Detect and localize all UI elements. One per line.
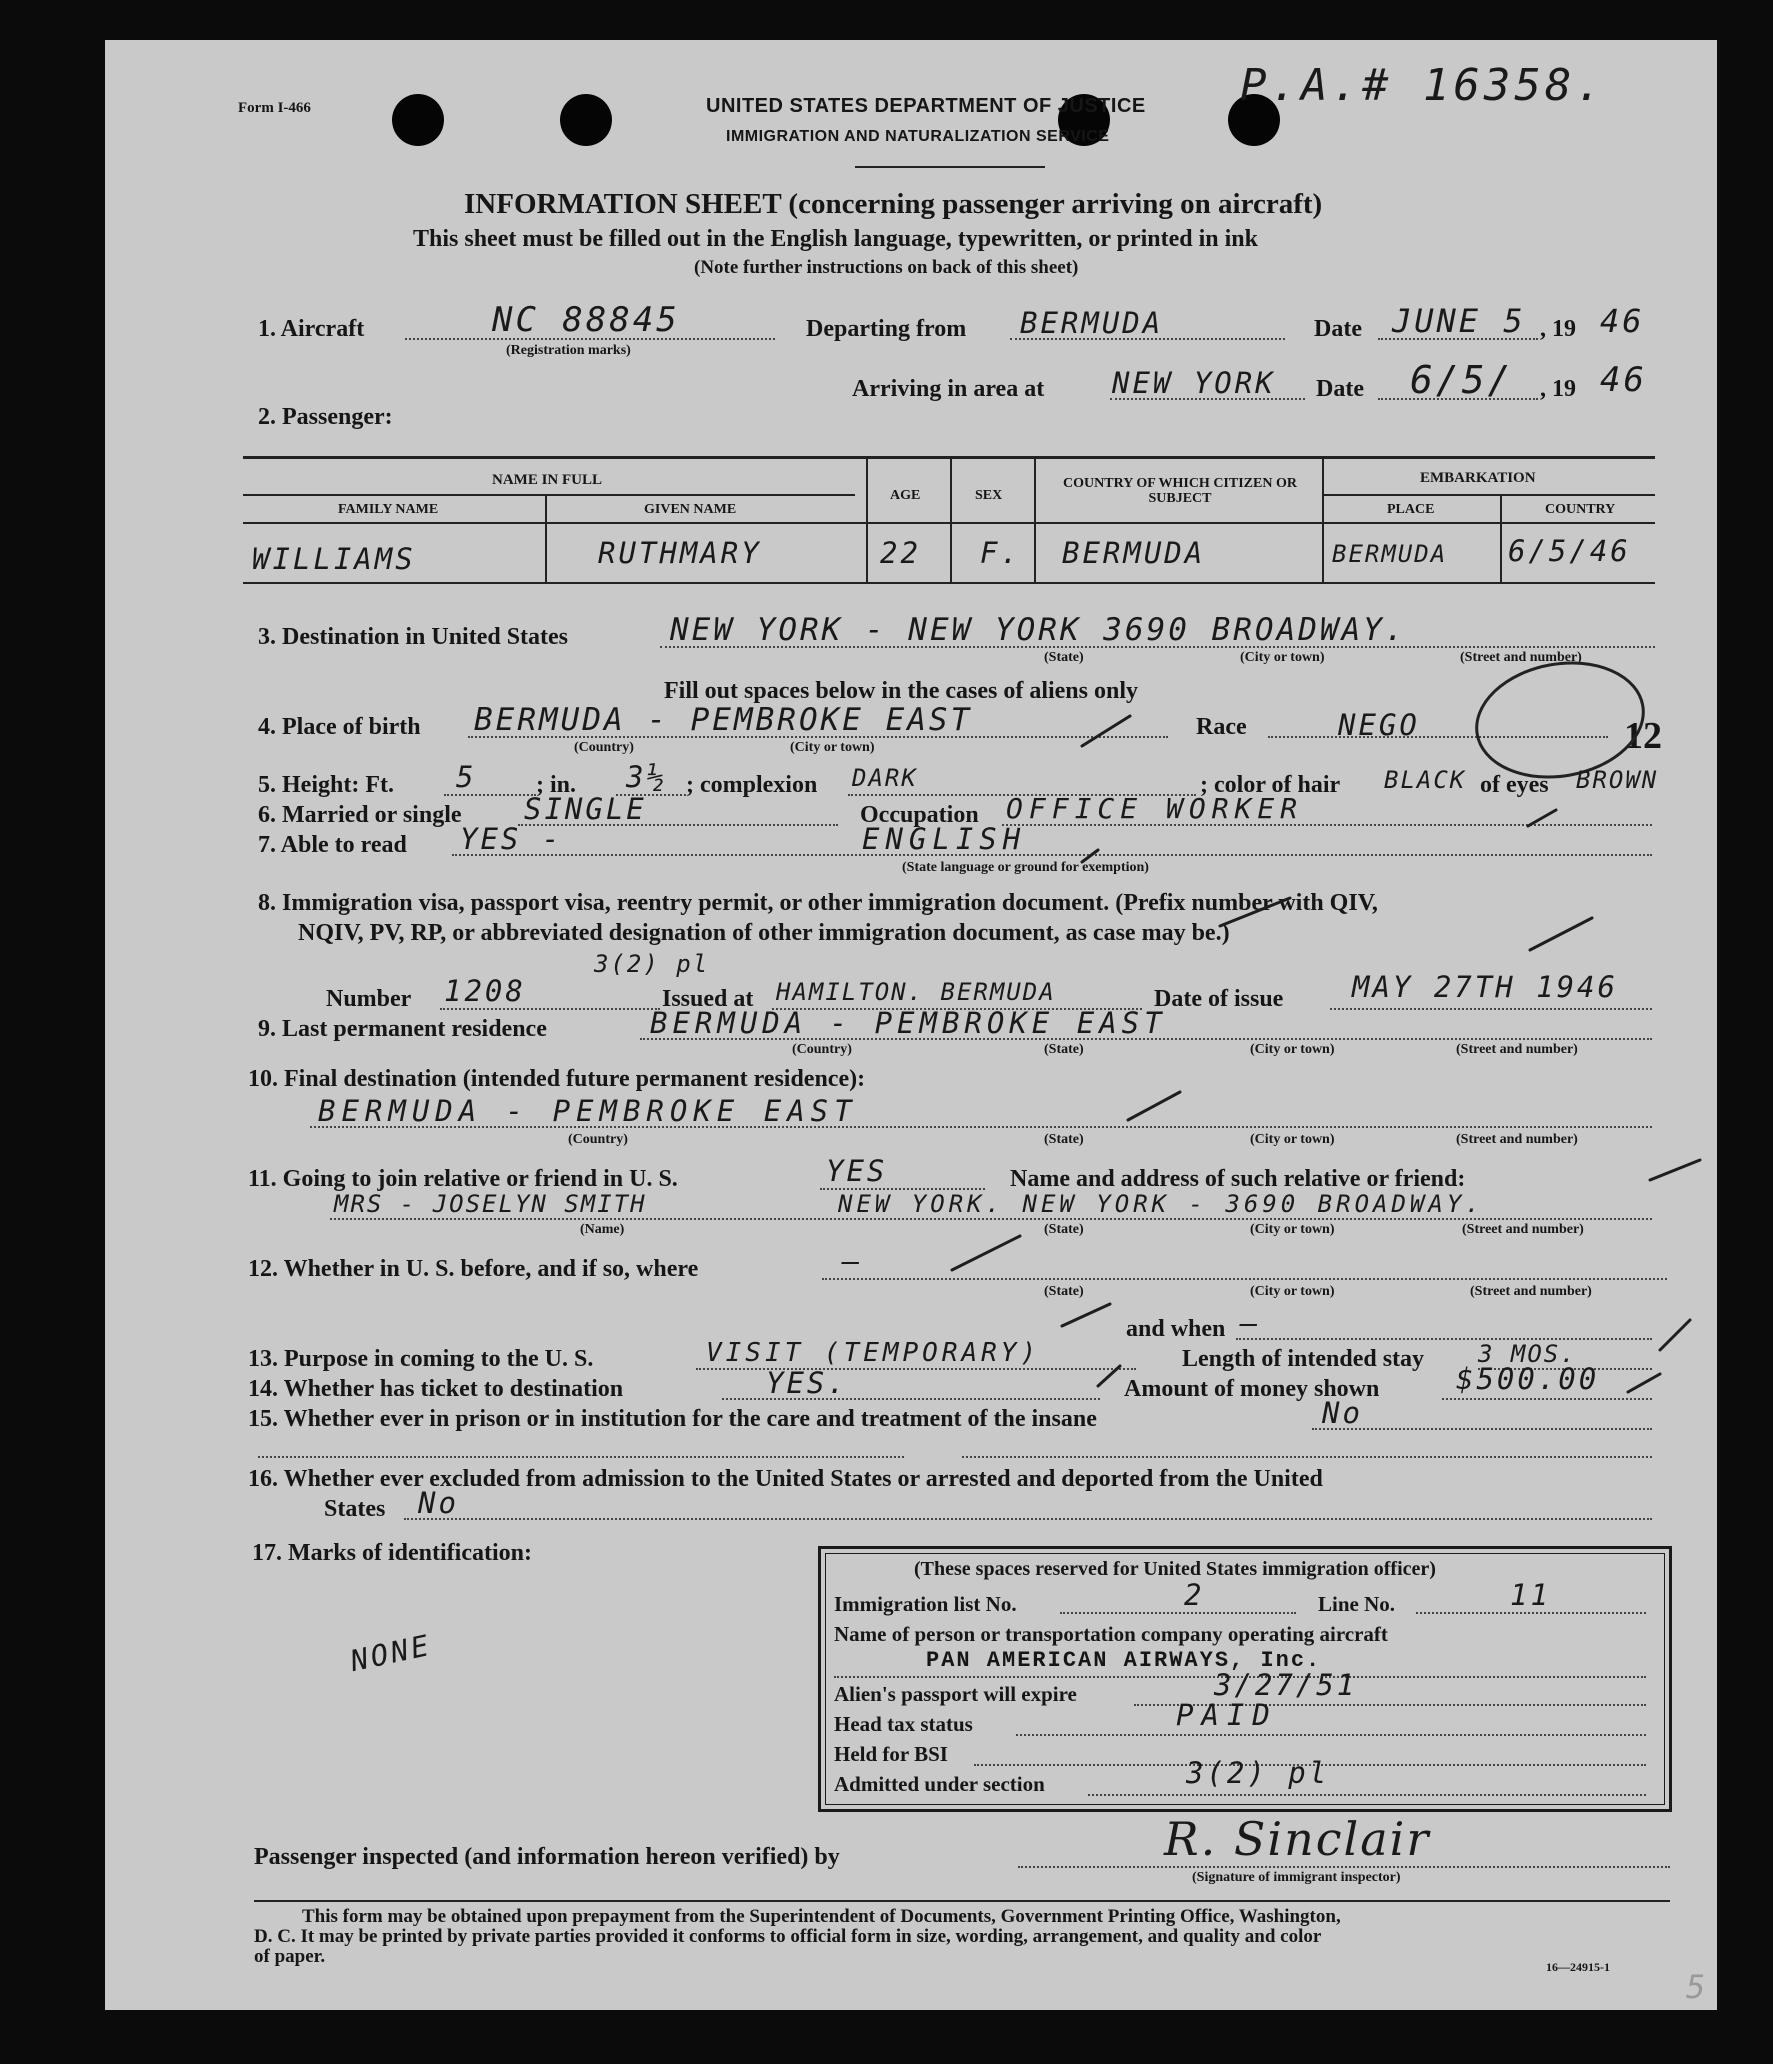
state-caption: (State) xyxy=(1044,650,1084,665)
embark-place-value: BERMUDA xyxy=(1332,540,1448,568)
department-name: UNITED STATES DEPARTMENT OF JUSTICE xyxy=(706,95,1146,117)
item11-label: 11. Going to join relative or friend in U. S. xyxy=(248,1166,678,1192)
embark-country-value: 6/5/46 xyxy=(1508,534,1631,568)
issued-value: HAMILTON. BERMUDA xyxy=(776,978,1056,1006)
registration-caption: (Registration marks) xyxy=(506,343,631,358)
line-no-value: 11 xyxy=(1510,1578,1551,1612)
date-label: Date xyxy=(1314,316,1362,342)
ticket-value: YES. xyxy=(766,1366,848,1400)
complexion-value: DARK xyxy=(852,764,918,792)
form-title: INFORMATION SHEET (concerning passenger arriving on aircraft) xyxy=(464,188,1323,220)
occupation-value: OFFICE WORKER xyxy=(1006,792,1304,825)
sex-value: F. xyxy=(980,536,1021,570)
race-value: NEGO xyxy=(1338,708,1420,742)
country-citizen-header: COUNTRY OF WHICH CITIZEN OR SUBJECT xyxy=(1063,476,1297,506)
item16-label-2: States xyxy=(324,1496,386,1522)
and-when-label: and when xyxy=(1126,1316,1226,1342)
relative-address-value: NEW YORK. NEW YORK - 3690 BROADWAY. xyxy=(838,1190,1484,1218)
age-header: AGE xyxy=(890,488,921,503)
bsi-label: Held for BSI xyxy=(834,1742,948,1766)
officer-box-header: (These spaces reserved for United States immigration officer) xyxy=(914,1558,1436,1580)
aircraft-value: NC 88845 xyxy=(492,300,680,340)
city-caption: (City or town) xyxy=(790,740,875,755)
item10-label: 10. Final destination (intended future permanent residence): xyxy=(248,1066,866,1092)
language-value: ENGLISH xyxy=(862,822,1027,856)
departing-label: Departing from xyxy=(806,316,967,342)
street-caption: (Street and number) xyxy=(1456,1132,1578,1147)
item4-label: 4. Place of birth xyxy=(258,714,421,740)
year-prefix: , 19 xyxy=(1540,316,1576,342)
passport-expire-value: 3/27/51 xyxy=(1214,1668,1358,1702)
embarkation-header: EMBARKATION xyxy=(1420,470,1536,486)
aliens-note: Fill out spaces below in the cases of aliens only xyxy=(664,678,1139,704)
item14-label: 14. Whether has ticket to destination xyxy=(248,1376,624,1402)
state-caption: (State) xyxy=(1044,1222,1084,1237)
given-name-value: RUTHMARY xyxy=(598,536,762,570)
form-number: Form I-466 xyxy=(238,100,311,116)
file-number: P.A.# 16358. xyxy=(1240,60,1606,111)
stay-value: 3 MOS. xyxy=(1478,1340,1577,1368)
item17-label: 17. Marks of identification: xyxy=(252,1540,532,1566)
height-in-value: 3½ xyxy=(626,760,667,794)
item12-label: 12. Whether in U. S. before, and if so, where xyxy=(248,1256,699,1282)
and-when-value: – xyxy=(1240,1306,1261,1340)
item2-label: 2. Passenger: xyxy=(258,404,393,430)
admitted-label: Admitted under section xyxy=(834,1772,1045,1796)
company-label: Name of person or transportation company operating aircraft xyxy=(834,1622,1388,1646)
item9-label: 9. Last permanent residence xyxy=(258,1016,547,1042)
relative-name-value: MRS - JOSELYN SMITH xyxy=(334,1190,647,1218)
item1-label: 1. Aircraft xyxy=(258,316,365,342)
footer-line-1: This form may be obtained upon prepayment from the Superintendent of Documents, Government Printing Office, Washington, xyxy=(302,1906,1341,1927)
date-of-issue-label: Date of issue xyxy=(1154,986,1284,1012)
money-value: $500.00 xyxy=(1456,1362,1600,1396)
item7-label: 7. Able to read xyxy=(258,832,407,858)
date-of-issue-value: MAY 27TH 1946 xyxy=(1352,970,1618,1004)
list-no-value: 2 xyxy=(1184,1578,1205,1612)
prison-value: No xyxy=(1322,1396,1363,1430)
stay-label: Length of intended stay xyxy=(1182,1346,1425,1372)
family-name-value: WILLIAMS xyxy=(252,542,416,576)
city-caption: (City or town) xyxy=(1250,1222,1335,1237)
arrival-date-label: Date xyxy=(1316,376,1364,402)
item8-label: 8. Immigration visa, passport visa, reentry permit, or other immigration document. (Prefix number with QIV, xyxy=(258,890,1378,916)
departure-date: JUNE 5 xyxy=(1392,302,1526,340)
departing-value: BERMUDA xyxy=(1020,306,1164,340)
number-label: Number xyxy=(326,986,412,1012)
footer-line-2: D. C. It may be printed by private parties provided it conforms to official form in size, wording, arrangement, and quality and color xyxy=(254,1926,1322,1947)
item6-label: 6. Married or single xyxy=(258,802,462,828)
height-ft-value: 5 xyxy=(456,760,477,794)
page-mark: 5 xyxy=(1686,1968,1709,2006)
arrival-year-prefix: , 19 xyxy=(1540,376,1576,402)
street-caption: (Street and number) xyxy=(1456,1042,1578,1057)
country-caption: (Country) xyxy=(792,1042,852,1057)
family-name-header: FAMILY NAME xyxy=(338,502,439,517)
state-caption: (State) xyxy=(1044,1042,1084,1057)
form-subtitle: This sheet must be filled out in the English language, typewritten, or printed in ink xyxy=(413,226,1258,252)
country-caption: (Country) xyxy=(568,1132,628,1147)
visa-number: 1208 xyxy=(444,974,526,1008)
passport-expire-label: Alien's passport will expire xyxy=(834,1682,1077,1706)
complexion-label: ; complexion xyxy=(686,772,818,798)
hair-value: BLACK xyxy=(1384,766,1467,794)
eyes-label: of eyes xyxy=(1480,772,1549,798)
name-in-full-header: NAME IN FULL xyxy=(492,472,603,488)
item13-label: 13. Purpose in coming to the U. S. xyxy=(248,1346,594,1372)
street-caption: (Street and number) xyxy=(1470,1284,1592,1299)
citizen-value: BERMUDA xyxy=(1062,536,1206,570)
form-note: (Note further instructions on back of this sheet) xyxy=(694,257,1079,278)
inspector-signature: R. Sinclair xyxy=(1164,1812,1431,1866)
last-residence-value: BERMUDA - PEMBROKE EAST xyxy=(650,1006,1167,1040)
departure-year: 46 xyxy=(1600,302,1645,340)
place-header: PLACE xyxy=(1387,502,1435,517)
item16-label: 16. Whether ever excluded from admission to the United States or arrested and deported from the United xyxy=(248,1466,1323,1492)
birthplace-value: BERMUDA - PEMBROKE EAST xyxy=(474,702,973,738)
item5-label: 5. Height: Ft. xyxy=(258,772,394,798)
visa-annotation: 3(2) pl xyxy=(594,950,710,978)
excluded-value: No xyxy=(418,1486,459,1520)
arriving-label: Arriving in area at xyxy=(852,376,1045,402)
money-label: Amount of money shown xyxy=(1124,1376,1380,1402)
service-name: IMMIGRATION AND NATURALIZATION SERVICE xyxy=(726,128,1110,145)
company-value: PAN AMERICAN AIRWAYS, Inc. xyxy=(926,1648,1322,1673)
arrival-date: 6/5/ xyxy=(1410,358,1514,402)
city-caption: (City or town) xyxy=(1250,1042,1335,1057)
city-caption: (City or town) xyxy=(1250,1284,1335,1299)
join-relative-value: YES xyxy=(826,1154,888,1188)
item3-label: 3. Destination in United States xyxy=(258,624,569,650)
list-no-label: Immigration list No. xyxy=(834,1592,1017,1616)
item8-label-2: NQIV, PV, RP, or abbreviated designation of other immigration document, as case may be.) xyxy=(298,920,1230,946)
item15-label: 15. Whether ever in prison or in institution for the care and treatment of the insane xyxy=(248,1406,1097,1432)
destination-value: NEW YORK - NEW YORK 3690 BROADWAY. xyxy=(670,612,1407,648)
line-no-label: Line No. xyxy=(1318,1592,1396,1616)
purpose-value: VISIT (TEMPORARY) xyxy=(706,1338,1041,1368)
language-caption: (State language or ground for exemption) xyxy=(902,860,1149,875)
occupation-label: Occupation xyxy=(860,802,979,828)
admitted-value: 3(2) pl xyxy=(1186,1756,1330,1790)
hair-label: ; color of hair xyxy=(1200,772,1341,798)
age-value: 22 xyxy=(880,536,921,570)
sex-header: SEX xyxy=(975,488,1003,503)
prior-visit-value: — xyxy=(842,1244,863,1278)
head-tax-label: Head tax status xyxy=(834,1712,973,1736)
head-tax-value: PAID xyxy=(1176,1698,1278,1732)
name-caption: (Name) xyxy=(580,1222,625,1237)
form-code: 16—24915-1 xyxy=(1546,1960,1610,1974)
margin-number: 12 xyxy=(1624,715,1662,757)
arrival-year: 46 xyxy=(1600,360,1647,400)
race-label: Race xyxy=(1196,714,1247,740)
inches-label: ; in. xyxy=(536,772,577,798)
marital-value: SINGLE xyxy=(524,792,647,826)
state-caption: (State) xyxy=(1044,1132,1084,1147)
issued-label: Issued at xyxy=(662,986,754,1012)
relative-name-label: Name and address of such relative or friend: xyxy=(1010,1166,1466,1192)
given-name-header: GIVEN NAME xyxy=(644,502,737,517)
footer-line-3: of paper. xyxy=(254,1946,326,1967)
eyes-value: BROWN xyxy=(1576,766,1659,794)
city-caption: (City or town) xyxy=(1240,650,1325,665)
country-header: COUNTRY xyxy=(1545,502,1616,517)
signature-caption: (Signature of immigrant inspector) xyxy=(1192,1870,1401,1885)
street-caption: (Street and number) xyxy=(1460,650,1582,665)
read-value: YES - xyxy=(460,822,563,856)
final-destination-value: BERMUDA - PEMBROKE EAST xyxy=(318,1094,858,1128)
country-caption: (Country) xyxy=(574,740,634,755)
identification-marks-value: NONE xyxy=(347,1627,435,1679)
city-caption: (City or town) xyxy=(1250,1132,1335,1147)
state-caption: (State) xyxy=(1044,1284,1084,1299)
inspection-label: Passenger inspected (and information hereon verified) by xyxy=(254,1844,840,1870)
street-caption: (Street and number) xyxy=(1462,1222,1584,1237)
arriving-value: NEW YORK xyxy=(1112,366,1276,400)
